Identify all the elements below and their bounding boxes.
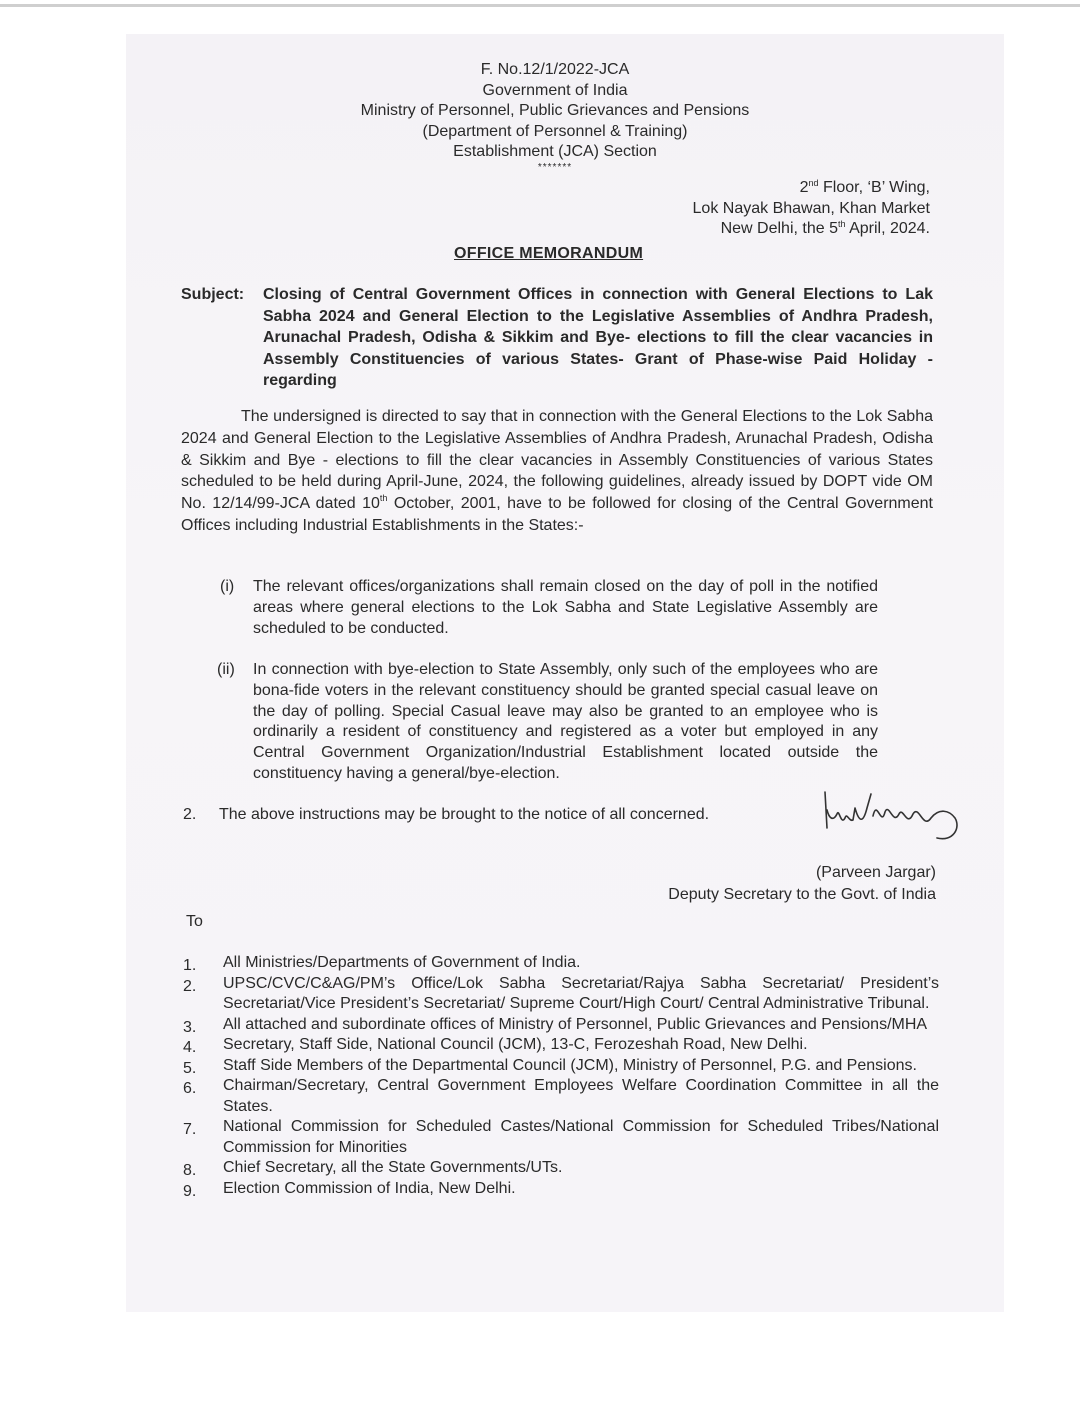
address-floor: 2nd Floor, ‘B’ Wing, <box>799 178 930 196</box>
guideline-text: In connection with bye-election to State Assembly, only such of the employees who are bona-fide voters in the relevant constituency should be granted special casual leave on the day of polling. Special Casual leave may also be granted to an employee who is ordinarily a resident of constituency and registered as a voter but employed in any Central Government Organization/Industrial Establishment located outside the constituency having a general/bye-election. <box>253 661 878 782</box>
address-block <box>530 178 930 240</box>
signatory-block <box>668 862 936 906</box>
department-name: (Department of Personnel & Training) <box>422 122 688 140</box>
list-item: 1. All Ministries/Departments of Government of India. <box>183 954 581 974</box>
address-building: Lok Nayak Bhawan, Khan Market <box>692 199 930 217</box>
list-item: 4. Secretary, Staff Side, National Council (JCM), 13-C, Ferozeshah Road, New Delhi. <box>183 1036 808 1056</box>
paragraph-2-text: The above instructions may be brought to the notice of all concerned. <box>219 806 710 823</box>
signatory-name: (Parveen Jargar) <box>815 864 936 881</box>
subject-text: Closing of Central Government Offices in connection with General Elections to Lak Sabha 2024 and General Election to the Legislative Assemblies of Andhra Pradesh, Arunachal Pradesh, Odisha & Sikkim and Bye- elections to fill the clear vacancies in Assembly Constituencies of various States- Grant of Phase-wise Paid Holiday - regarding <box>263 286 933 389</box>
memo-title: OFFICE MEMORANDUM <box>454 245 644 262</box>
top-border <box>0 4 1080 7</box>
list-item: 3. All attached and subordinate offices of Ministry of Personnel, Public Grievances and Pensions/MHA <box>183 1015 928 1036</box>
memo-date: New Delhi, the 5th April, 2024. <box>720 219 930 237</box>
separator-stars: ******* <box>537 161 573 173</box>
recipient-list <box>183 953 939 1199</box>
guideline-text: The relevant offices/organizations shall remain closed on the day of poll in the notified areas where general elections to the Lok Sabha and State Legislative Assembly are scheduled to be conducted. <box>253 578 878 637</box>
file-number: F. No.12/1/2022-JCA <box>480 61 630 78</box>
guideline-number: (i) <box>220 578 235 595</box>
signatory-designation: Deputy Secretary to the Govt. of India <box>668 886 936 903</box>
subject-label: Subject: <box>181 286 245 303</box>
section-name: Establishment (JCA) Section <box>453 143 657 160</box>
list-item: 5. Staff Side Members of the Departmental Council (JCM), Ministry of Personnel, P.G. and Pensions. <box>183 1056 917 1077</box>
to-label: To <box>186 913 203 930</box>
list-item: 7. National Commission for Scheduled Castes/National Commission for Scheduled Tribes/National Commission for Minorities <box>183 1118 939 1156</box>
handwritten-signature <box>815 788 965 868</box>
guideline-item <box>220 577 878 639</box>
guideline-item <box>217 660 878 785</box>
paragraph-1: The undersigned is directed to say that in connection with the General Elections to the Lok Sabha 2024 and General Election to the Legislative Assemblies of Andhra Pradesh, Arunachal Pradesh, Odisha & Sikkim and Bye - elections to fill the clear vacancies in Assembly Constituencies of various States scheduled to be held during April-June, 2024, the following guidelines, already issued by DOPT vide OM No. 12/14/99-JCA dated 10th October, 2001, have to be followed for closing of the Central Government Offices including Industrial Establishments in the States:- <box>181 408 933 534</box>
list-item: 9. Election Commission of India, New Delhi. <box>183 1179 516 1200</box>
ministry-name: Ministry of Personnel, Public Grievances and Pensions <box>360 102 750 119</box>
letterhead <box>280 60 830 183</box>
list-item: 8. Chief Secretary, all the State Governments/UTs. <box>183 1159 563 1179</box>
paragraph-2 <box>183 805 803 826</box>
government-name: Government of India <box>482 81 628 99</box>
guideline-number: (ii) <box>217 661 235 678</box>
subject-block <box>181 284 933 392</box>
list-item: 6. Chairman/Secretary, Central Government Employees Welfare Coordination Committee in all the States. <box>183 1077 939 1115</box>
list-item: 2. UPSC/CVC/C&AG/PM’s Office/Lok Sabha Secretariat/Rajya Sabha Secretariat/ President’s Secretariat/Vice President’s Secretariat/ Supreme Court/High Court/ Central Administrative Tribunal. <box>183 974 939 1012</box>
paragraph-number: 2. <box>183 806 197 823</box>
